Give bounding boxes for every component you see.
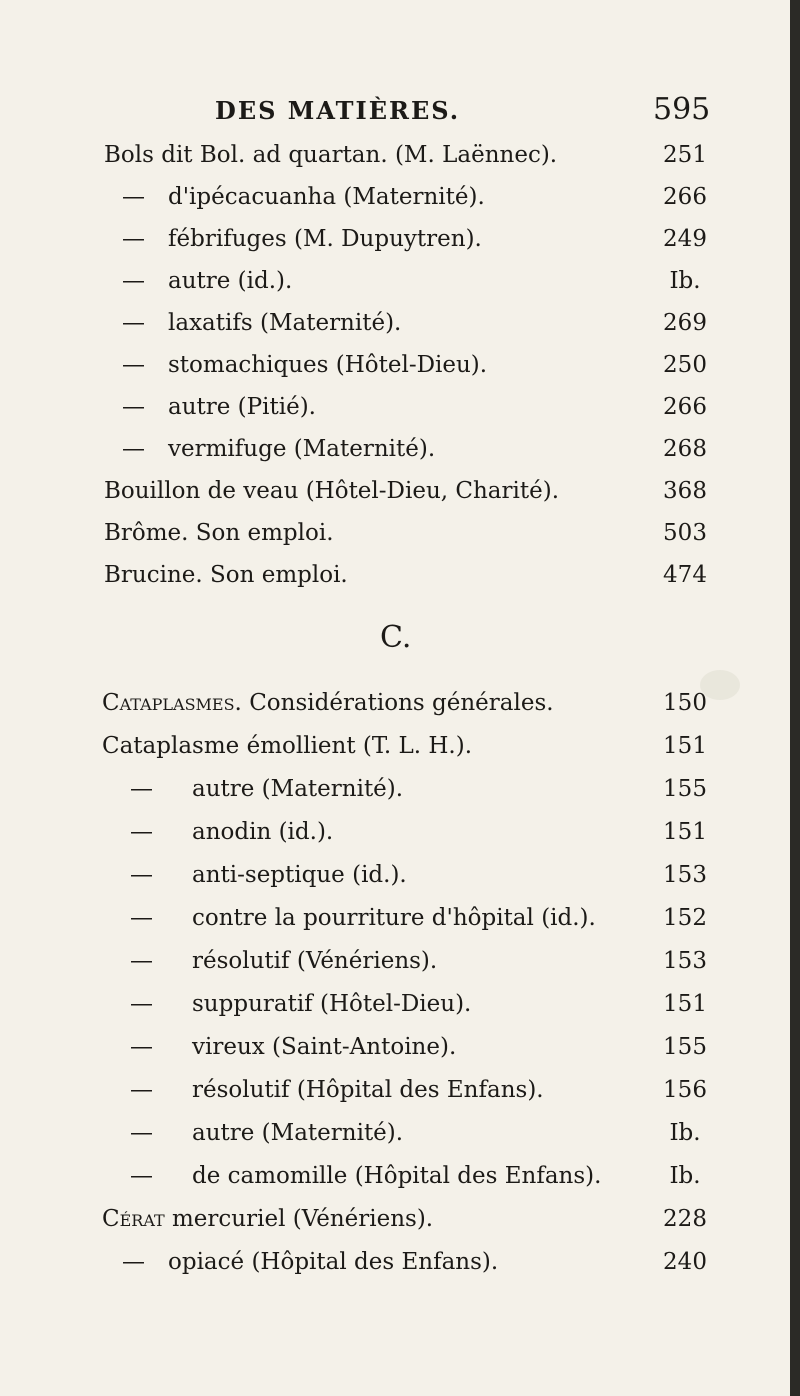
index-entry [0,690,790,730]
entry-dash: — [122,436,145,462]
entry-text: résolutif (Hôpital des Enfans). [192,1077,544,1103]
entry-page: 268 [663,436,707,462]
entry-dash: — [130,1034,153,1060]
entry-text: Brôme. Son emploi. [104,520,334,546]
index-entry [0,562,790,602]
entry-page: Ib. [669,1120,701,1146]
entry-text: Bouillon de veau (Hôtel-Dieu, Charité). [104,478,560,504]
entry-text: vermifuge (Maternité). [168,436,436,462]
index-entry [0,991,790,1031]
entry-page: 150 [663,690,707,716]
index-entry [0,862,790,902]
entry-text: suppuratif (Hôtel-Dieu). [192,991,472,1017]
entry-dash: — [130,905,153,931]
entry-page: 156 [663,1077,707,1103]
entry-dash: — [130,991,153,1017]
entry-text: Bols dit Bol. ad quartan. (M. Laënnec). [104,142,558,168]
entry-page: Ib. [669,1163,701,1189]
entry-page: 153 [663,862,707,888]
entry-page: 151 [663,991,707,1017]
entry-dash: — [130,819,153,845]
section-heading: C. [380,620,412,655]
entry-page: 269 [663,310,707,336]
entry-body: mercuriel (Vénériens). [172,1206,434,1232]
index-entry [0,905,790,945]
running-header [0,92,790,136]
index-entry [0,819,790,859]
index-entry [0,184,790,224]
entry-text [102,1206,433,1232]
entry-text: opiacé (Hôpital des Enfans). [168,1249,499,1275]
entry-page: 155 [663,776,707,802]
index-entry [0,1077,790,1117]
entry-dash: — [130,776,153,802]
page-edge-shadow [790,0,800,1396]
entry-dash: — [130,1120,153,1146]
entry-page: 266 [663,394,707,420]
entry-text: résolutif (Vénériens). [192,948,438,974]
entry-page: 151 [663,733,707,759]
index-entry [0,733,790,773]
header-title: DES MATIÈRES. [215,96,461,125]
entry-text: d'ipécacuanha (Maternité). [168,184,485,210]
index-entry [0,436,790,476]
entry-page: 151 [663,819,707,845]
entry-text: autre (id.). [168,268,293,294]
index-entry [0,520,790,560]
index-entry [0,310,790,350]
entry-lead: Cérat [102,1206,165,1232]
entry-dash: — [122,184,145,210]
entry-text: stomachiques (Hôtel-Dieu). [168,352,488,378]
index-entry [0,478,790,518]
entry-text: anti-septique (id.). [192,862,407,888]
entry-body: Considérations générales. [249,690,554,716]
entry-text: anodin (id.). [192,819,334,845]
entry-text: Brucine. Son emploi. [104,562,348,588]
index-entry [0,268,790,308]
entry-dash: — [130,948,153,974]
entry-page: 155 [663,1034,707,1060]
entry-text: vireux (Saint-Antoine). [192,1034,457,1060]
entry-page: 266 [663,184,707,210]
entry-dash: — [122,394,145,420]
index-entry [0,1206,790,1246]
index-entry [0,142,790,182]
entry-dash: — [130,1077,153,1103]
entry-dash: — [122,310,145,336]
index-entry [0,1120,790,1160]
entry-text: fébrifuges (M. Dupuytren). [168,226,482,252]
entry-text: Cataplasme émollient (T. L. H.). [102,733,473,759]
entry-dash: — [122,352,145,378]
entry-page: 503 [663,520,707,546]
entry-page: 368 [663,478,707,504]
index-entry [0,776,790,816]
entry-text: autre (Pitié). [168,394,316,420]
entry-dash: — [130,1163,153,1189]
entry-page: 251 [663,142,707,168]
entry-text: laxatifs (Maternité). [168,310,402,336]
entry-dash: — [122,226,145,252]
entry-page: 249 [663,226,707,252]
entry-text: autre (Maternité). [192,1120,404,1146]
entry-text: autre (Maternité). [192,776,404,802]
index-entry [0,1163,790,1203]
entry-lead: Cataplasmes. [102,690,242,716]
index-entry [0,352,790,392]
entry-page: 152 [663,905,707,931]
entry-page: 153 [663,948,707,974]
index-entry [0,394,790,434]
entry-page: Ib. [669,268,701,294]
entry-dash: — [122,268,145,294]
entry-dash: — [130,862,153,888]
page-number: 595 [653,92,711,127]
index-entry [0,1034,790,1074]
index-entry [0,948,790,988]
index-entry [0,1249,790,1289]
entry-text: contre la pourriture d'hôpital (id.). [192,905,596,931]
index-entry [0,226,790,266]
entry-dash: — [122,1249,145,1275]
entry-page: 228 [663,1206,707,1232]
entry-text [102,690,554,716]
entry-text: de camomille (Hôpital des Enfans). [192,1163,602,1189]
entry-page: 240 [663,1249,707,1275]
entry-page: 474 [663,562,707,588]
entry-page: 250 [663,352,707,378]
